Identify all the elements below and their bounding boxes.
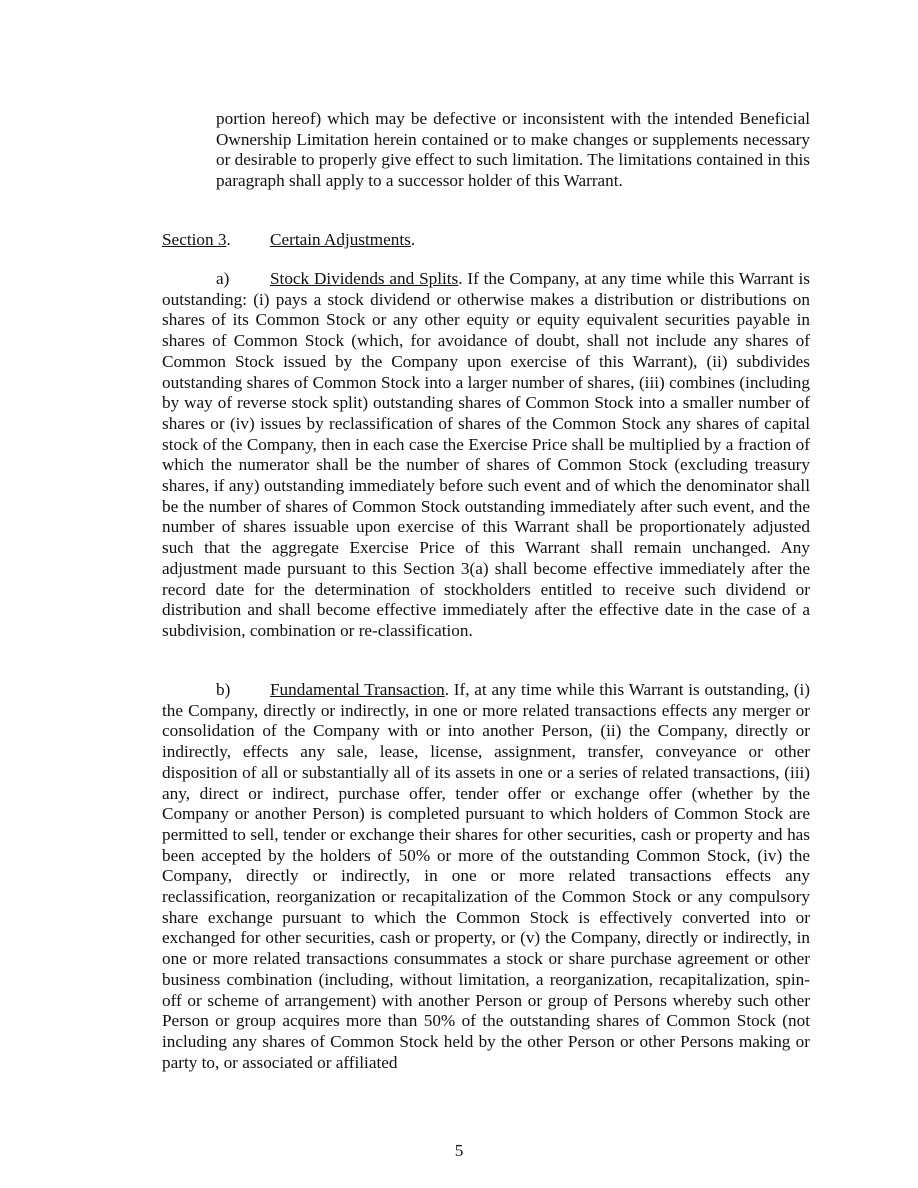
- continuation-paragraph: portion hereof) which may be defective or inconsistent with the intended Beneficial Ownership Limitation herein contained or to make changes or supplements necessary or desirable to properly give effect to such limitation. The limitations contained in this paragraph shall apply to a successor holder of this Warrant.: [216, 109, 810, 191]
- section-title-suffix: .: [410, 230, 416, 249]
- page-number: 5: [454, 1141, 464, 1160]
- subsection-a-heading: Stock Dividends and Splits: [270, 269, 459, 288]
- section-title: [270, 230, 415, 251]
- subsection-b-marker: b): [216, 680, 231, 699]
- subsection-b-heading: Fundamental Transaction: [270, 680, 445, 699]
- section-number-suffix: .: [226, 230, 231, 249]
- section-number-text: Section 3: [162, 230, 227, 249]
- subsection-b: [162, 680, 810, 1073]
- subsection-a-body: . If the Company, at any time while this Warrant is outstanding: (i) pays a stock dividend or otherwise makes a distribution or distributions on shares of its Common Stock or any other equity or equity equivalent securities payable in shares of Common Stock (which, for avoidance of doubt, shall not include any shares of Common Stock issued by the Company upon exercise of this Warrant), (ii) subdivides outstanding shares of Common Stock into a larger number of shares, (iii) combines (including by way of reverse stock split) outstanding shares of Common Stock into a smaller number of shares or (iv) issues by reclassification of shares of the Common Stock any shares of capital stock of the Company, then in each case the Exercise Price shall be multiplied by a fraction of which the numerator shall be the number of shares of Common Stock (excluding treasury shares, if any) outstanding immediately before such event and of which the denominator shall be the number of shares of Common Stock outstanding immediately after such event, and the number of shares issuable upon exercise of this Warrant shall be proportionately adjusted such that the aggregate Exercise Price of this Warrant shall remain unchanged. Any adjustment made pursuant to this Section 3(a) shall become effective immediately after the record date for the determination of stockholders entitled to receive such dividend or distribution and shall become effective immediately after the effective date in the case of a subdivision, combination or re-classification.: [162, 269, 810, 640]
- subsection-a-marker: a): [216, 269, 230, 288]
- subsection-a: [162, 269, 810, 642]
- section-heading: [162, 230, 416, 251]
- subsection-b-body: . If, at any time while this Warrant is outstanding, (i) the Company, directly or indirectly, in one or more related transactions effects any merger or consolidation of the Company with or into another Person, (ii) the Company, directly or indirectly, effects any sale, lease, license, assignment, transfer, conveyance or other disposition of all or substantially all of its assets in one or a series of related transactions, (iii) any, direct or indirect, purchase offer, tender offer or exchange offer (whether by the Company or another Person) is completed pursuant to which holders of Common Stock are permitted to sell, tender or exchange their shares for other securities, cash or property and has been accepted by the holders of 50% or more of the outstanding Common Stock, (iv) the Company, directly or indirectly, in one or more related transactions effects any reclassification, reorganization or recapitalization of the Common Stock or any compulsory share exchange pursuant to which the Common Stock is effectively converted into or exchanged for other securities, cash or property, or (v) the Company, directly or indirectly, in one or more related transactions consummates a stock or share purchase agreement or other business combination (including, without limitation, a reorganization, recapitalization, spin-off or scheme of arrangement) with another Person or group of Persons whereby such other Person or group acquires more than 50% of the outstanding shares of Common Stock (not including any shares of Common Stock held by the other Person or other Persons making or party to, or associated or affiliated: [162, 680, 810, 1072]
- section-title-text: Certain Adjustments: [270, 230, 411, 249]
- section-number: [162, 230, 231, 249]
